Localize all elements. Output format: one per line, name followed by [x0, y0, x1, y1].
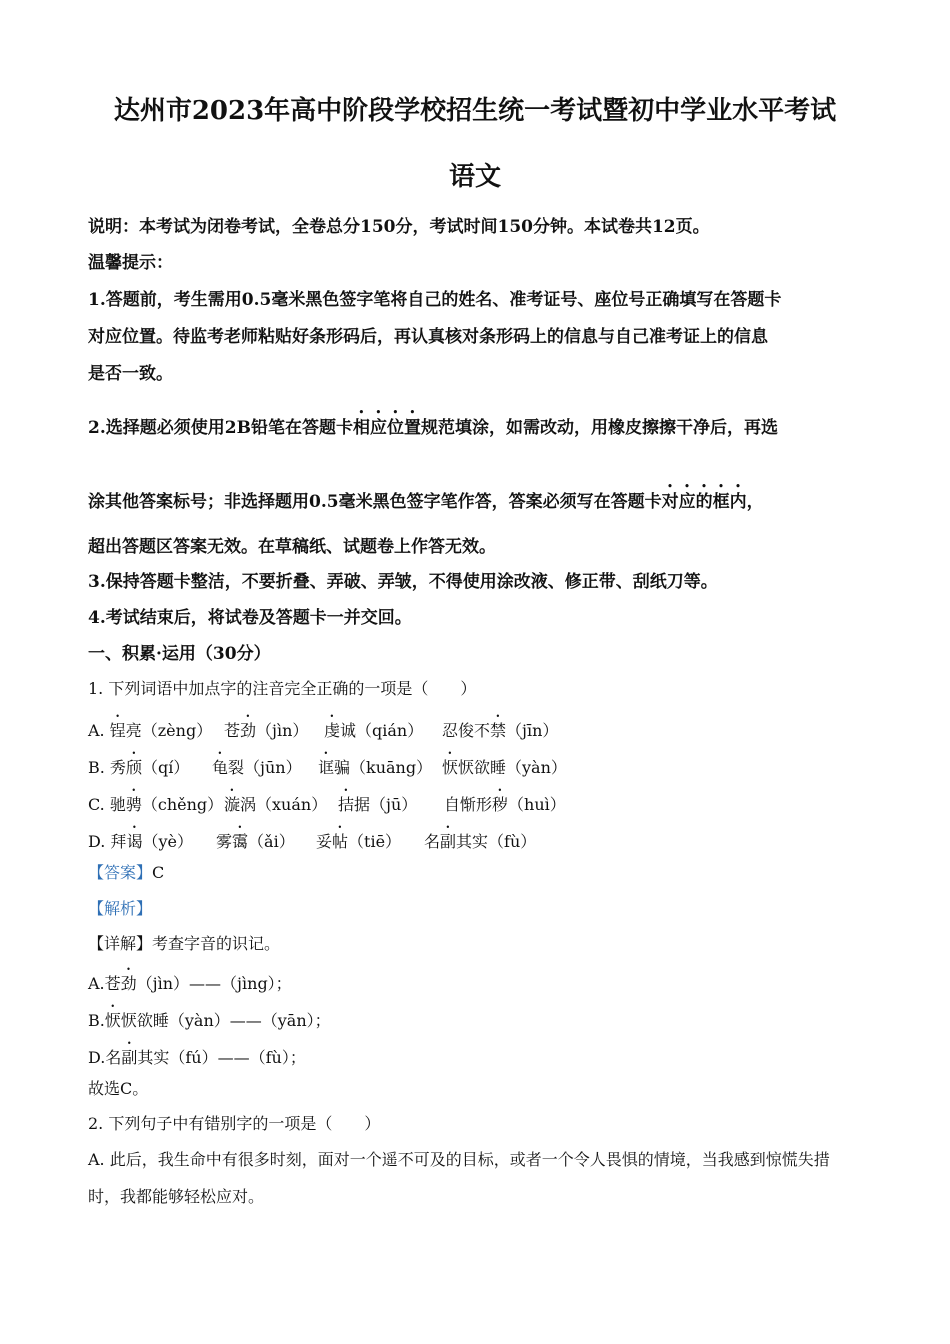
q2-stem: 2. 下列句子中有错别字的一项是（ ）: [88, 1114, 381, 1133]
option-item: 忍俊不禁（jīn）: [442, 721, 559, 740]
answer-label: 【答案】: [88, 863, 153, 882]
tip2-text: 规范填涂，如需改动，用橡皮擦擦干净后，再选: [420, 418, 778, 438]
detail-line: 【详解】考查字音的识记。: [88, 934, 281, 953]
tip2-line3: 超出答题区答案无效。在草稿纸、试题卷上作答无效。: [88, 537, 496, 557]
option-item: 拮据（jū）: [338, 795, 418, 814]
option-item: 诓骗（kuāng）: [318, 758, 433, 777]
option-item: B. 秀颀（qí）: [88, 758, 190, 777]
subject-title: 语文: [448, 162, 501, 192]
explanation-d: D.名副其实（fú）——（fù）；: [88, 1048, 306, 1067]
tip1-line3: 是否一致。: [88, 364, 173, 384]
tip2-text: 2.选择题必须使用2B铅笔在答题卡: [88, 418, 353, 438]
option-item: 漩涡（xuán）: [224, 795, 328, 814]
option-item: 龟裂（jūn）: [212, 758, 302, 777]
emphasis-text: 对应的框内: [661, 492, 747, 512]
option-item: C. 驰骋（chěng）: [88, 795, 224, 814]
explanation-a: A.苍劲（jìn）——（jìng）；: [88, 974, 292, 993]
exam-title: 达州市2023年高中阶段学校招生统一考试暨初中学业水平考试: [113, 96, 837, 126]
q1-stem: 1. 下列词语中加点字的注音完全正确的一项是（ ）: [88, 679, 477, 698]
explanation-b: B.恹恹欲睡（yàn）——（yān）；: [88, 1011, 331, 1030]
q2-option-a-line2: 时，我都能够轻松应对。: [88, 1187, 265, 1206]
option-item: 妥帖（tiē）: [316, 832, 402, 851]
tip1-line1: 1.答题前，考生需用0.5毫米黑色签字笔将自己的姓名、准考证号、座位号正确填写在答题卡: [88, 290, 782, 310]
answer-value: C: [152, 863, 165, 882]
option-item: D. 拜谒（yè）: [88, 832, 193, 851]
option-item: 名副其实（fù）: [424, 832, 537, 851]
tip3: 3.保持答题卡整洁，不要折叠、弄破、弄皱，不得使用涂改液、修正带、刮纸刀等。: [88, 572, 718, 592]
option-item: 恹恹欲睡（yàn）: [442, 758, 567, 777]
option-item: 苍劲（jìn）: [224, 721, 309, 740]
answer-line: [88, 860, 164, 883]
section-heading: 一、积累·运用（30分）: [88, 644, 271, 664]
tip2-text: 涂其他答案标号；非选择题用0.5毫米黑色签字笔作答，答案必须写在答题卡: [88, 492, 662, 512]
option-item: 虔诚（qián）: [324, 721, 424, 740]
emphasis-text: 相应位置: [352, 418, 421, 438]
tip2-line1: [88, 408, 778, 438]
analysis-label: 【解析】: [88, 899, 153, 918]
option-item: 雾霭（ǎi）: [216, 832, 295, 851]
tip2-text: ，: [746, 492, 764, 512]
exam-note: 说明：本考试为闭卷考试，全卷总分150分，考试时间150分钟。本试卷共12页。: [88, 217, 710, 237]
tip2-line2: [88, 482, 764, 512]
tip1-line2: 对应位置。待监考老师粘贴好条形码后，再认真核对条形码上的信息与自己准考证上的信息: [88, 327, 768, 347]
conclusion: 故选C。: [88, 1079, 149, 1098]
option-item: A. 锃亮（zèng）: [88, 721, 213, 740]
tips-heading: 温馨提示：: [88, 253, 173, 273]
q2-option-a-line1: A. 此后，我生命中有很多时刻，面对一个遥不可及的目标，或者一个令人畏惧的情境，当我感到惊慌失措: [88, 1150, 830, 1169]
option-item: 自惭形秽（huì）: [444, 795, 566, 814]
tip4: 4.考试结束后，将试卷及答题卡一并交回。: [88, 608, 412, 628]
